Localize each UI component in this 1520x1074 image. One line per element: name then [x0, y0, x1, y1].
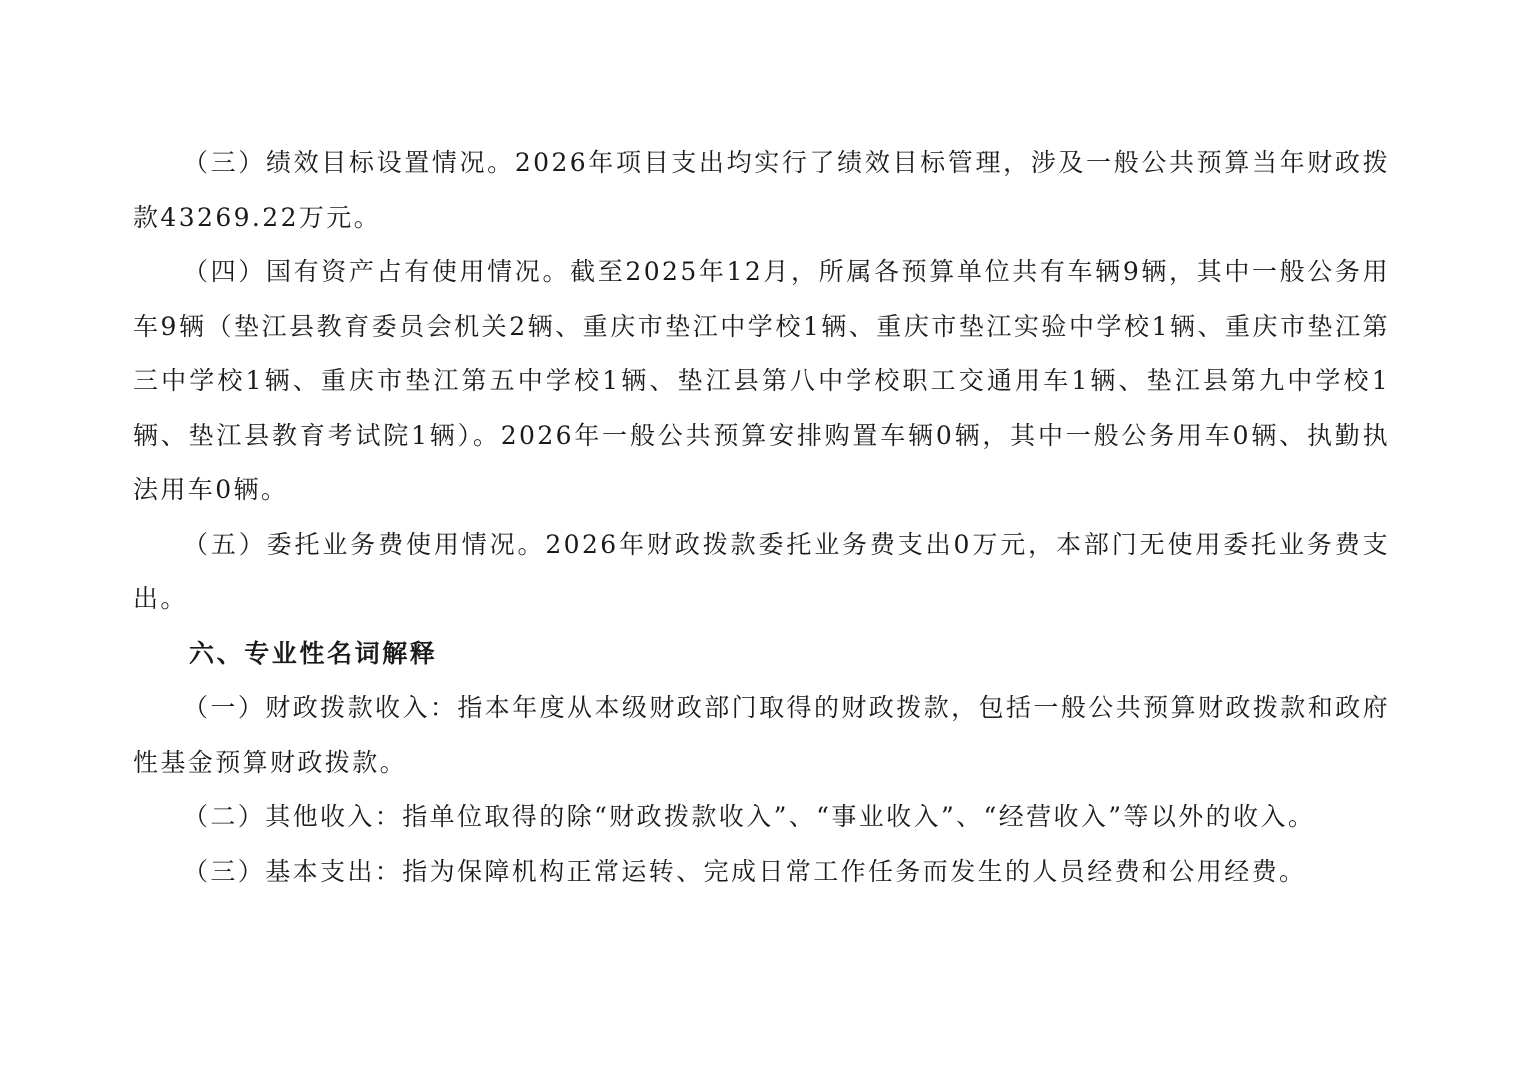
document-body: [133, 136, 1390, 899]
definition-fiscal-appropriation-income: （一）财政拨款收入：指本年度从本级财政部门取得的财政拨款，包括一般公共预算财政拨款和政府性基金预算财政拨款。: [133, 693, 1390, 777]
paragraph-performance-targets: （三）绩效目标设置情况。2026年项目支出均实行了绩效目标管理，涉及一般公共预算当年财政拨款43269.22万元。: [133, 148, 1390, 232]
paragraph-commissioned-fees: （五）委托业务费使用情况。2026年财政拨款委托业务费支出0万元，本部门无使用委托业务费支出。: [133, 529, 1390, 613]
paragraph-state-assets: （四）国有资产占有使用情况。截至2025年12月，所属各预算单位共有车辆9辆，其中一般公务用车9辆（垫江县教育委员会机关2辆、重庆市垫江中学校1辆、重庆市垫江实验中学校1辆、重庆市垫江第三中学校1辆、重庆市垫江第五中学校1辆、垫江县第八中学校职工交通用车1辆、垫江县第九中学校1辆、垫江县教育考试院1辆）。2026年一般公共预算安排购置车辆0辆，其中一般公务用车0辆、执勤执法用车0辆。: [133, 257, 1390, 504]
definition-other-income: （二）其他收入：指单位取得的除“财政拨款收入”、“事业收入”、“经营收入”等以外的收入。: [183, 802, 1316, 831]
definition-basic-expenditure: （三）基本支出：指为保障机构正常运转、完成日常工作任务而发生的人员经费和公用经费。: [183, 856, 1307, 886]
section-heading-terms: 六、专业性名词解释: [189, 638, 438, 668]
